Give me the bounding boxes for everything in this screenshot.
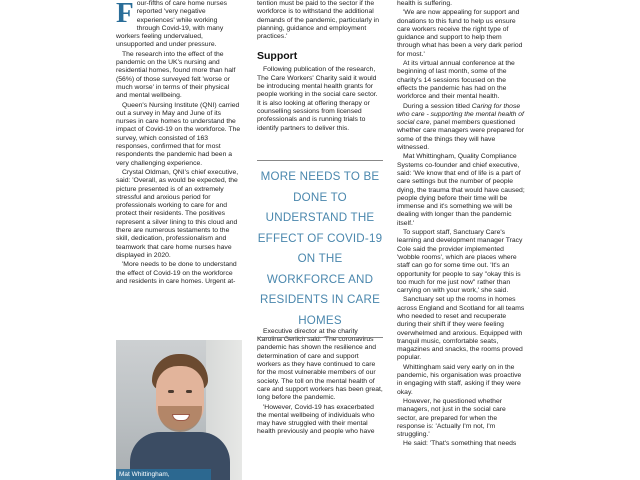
article-paragraph: Queen's Nursing Institute (QNI) carried out a survey in May and June of its nurses in care homes to understand the impact of Covid-19 on the workforce. The survey, which consisted of 163 responses, confirmed that for most respondents the pandemic had been a very challenging experience. [116, 101, 241, 167]
article-paragraph: 'However, Covid-19 has exacerbated the mental wellbeing of individuals who may have struggled with their mental health previously and people who have [257, 403, 375, 436]
pull-quote-text: MORE NEEDS TO BE DONE TO UNDERSTAND THE EFFECT OF COVID-19 ON THE WORKFORCE AND RESIDENTS IN CARE HOMES [257, 170, 383, 327]
article-paragraph: 'We are now appealing for support and donations to this fund to help us ensure care workers receive the right type of guidance and support to help them through what has been a very dark period for most.' [397, 9, 523, 58]
article-paragraph: Crystal Oldman, QNI's chief executive, said: 'Overall, as would be expected, the picture presented is of an extremely stressful and anxious period for professionals working to care for and protect their residents. The positives represent a silver lining to this cloud and there are numerous testaments to the skill, dedication, professionalism and teamwork that care home nurses have displayed in 2020. [116, 168, 239, 259]
article-paragraph: He said: 'That's something that needs [403, 440, 517, 448]
article-paragraph: To support staff, Sanctuary Care's learning and development manager Tracy Cole said the provider implemented 'wobble rooms', which are places where staff can go for some time out. 'It's an opportunity for people to say "okay this is too much for me just now" rather than carrying on with your work,' she said. [397, 229, 523, 295]
session-title: Caring for those who care - supporting the mental health of social care [397, 102, 524, 127]
drop-cap: F [116, 0, 134, 29]
article-paragraph: Sanctuary set up the rooms in homes across England and Scotland for all teams who needed to reset and recuperate during their shift if they were feeling overwhelmed and anxious. Equipped with tranquil music, comfortable seats, magazines and snacks, the rooms proved popular. [397, 296, 525, 362]
photo-caption: Mat Whittingham, [116, 469, 211, 480]
article-paragraph: 'More needs to be done to understand the effect of Covid-19 on the workforce and residents in care homes. Urgent at- [116, 261, 237, 285]
lead-paragraph: Four-fifths of care home nurses reported 'very negative experiences' while working through Covid-19, with many workers feeling undervalued, unsupported and under pressure. [116, 0, 228, 49]
portrait-photo [116, 340, 242, 480]
article-paragraph: Whittingham said very early on in the pandemic, his organisation was proactive in engaging with staff, asking if they were okay. [397, 363, 522, 396]
article-paragraph: Executive director at the charity Karolina Gerlich said: 'The coronavirus pandemic has shown the resilience and determination of care and support workers as they have continued to care for the most vulnerable members of our society. The toll on the mental health of care and support workers has been great, long before the pandemic. [257, 327, 383, 402]
article-paragraph: The research into the effect of the pandemic on the UK's nursing and residential homes, found more than half (56%) of those surveyed felt 'worse or much worse' in terms of their physical and mental wellbeing. [116, 50, 236, 100]
section-subhead: Support [257, 50, 298, 63]
photo-eye-right [186, 390, 192, 393]
article-paragraph: At its virtual annual conference at the beginning of last month, some of the charity's 14 sessions focused on the effects the pandemic has had on the workforce and their mental health. [397, 60, 515, 101]
article-paragraph: During a session titled Caring for those who care - supporting the mental health of social care, panel members questioned whether care managers were prepared for some of the things they will have witnessed. [397, 102, 524, 152]
article-paragraph: health is suffering. [397, 0, 453, 7]
article-paragraph: Following publication of the research, The Care Workers' Charity said it would be introducing mental health grants for people working in the social care sector. It is also looking at offering therapy or counselling sessions from licensed professionals and is running trials to identify partners to deliver this. [257, 66, 378, 132]
article-paragraph: Mat Whittingham, Quality Compliance Systems co-founder and chief executive, said: 'We know that end of life is a part of care settings but the number of people dying, the trauma that would have caused; people dying before their time will be immense and it's something we will be dealing with longer than the pandemic itself.' [397, 153, 525, 227]
article-paragraph: tention must be paid to the sector if the workforce is to withstand the additional demands of the pandemic, particularly in planning, guidance and employment practices.' [257, 0, 380, 41]
article-paragraph: However, he questioned whether managers, not just in the social care sector, are prepared for when the response is: 'Actually I'm not, I'm struggling.' [397, 397, 506, 439]
photo-eye-left [168, 390, 174, 393]
pull-quote [257, 160, 383, 338]
article-column-3 [397, 0, 525, 480]
